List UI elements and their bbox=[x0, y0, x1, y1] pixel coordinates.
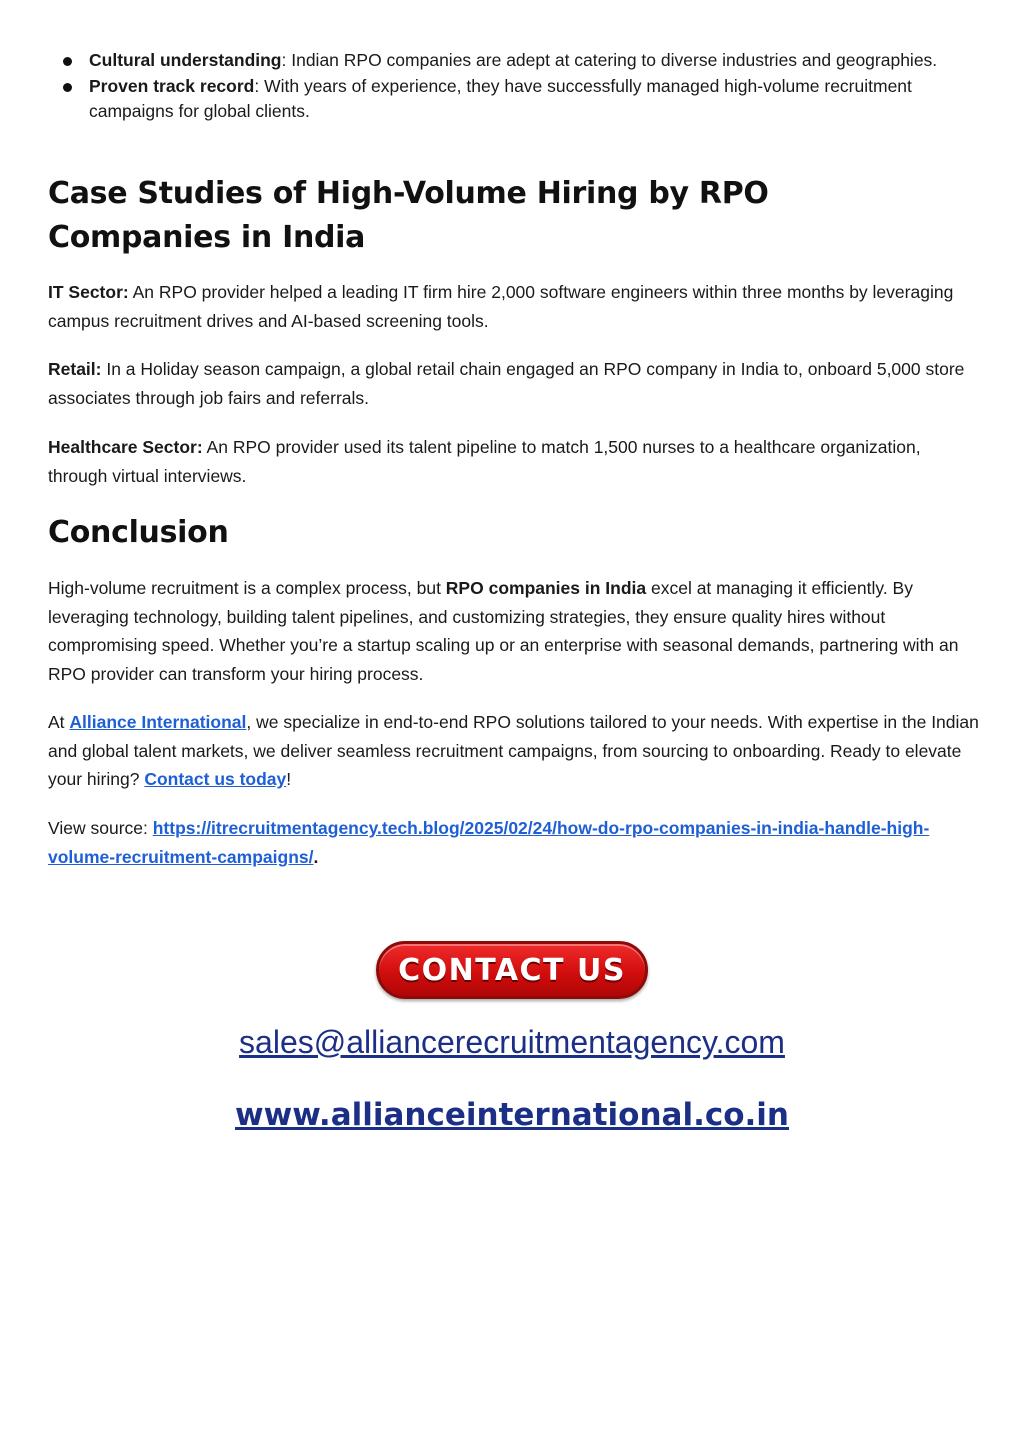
case-studies-heading: Case Studies of High-Volume Hiring by RPO Companies in India bbox=[48, 176, 769, 255]
view-source-label: View source: bbox=[48, 818, 153, 838]
bullet-dot-icon bbox=[63, 57, 72, 66]
bullet-text: : Indian RPO companies are adept at catering to diverse industries and geographies. bbox=[281, 50, 938, 70]
contact-us-button-label: CONTACT US bbox=[398, 952, 626, 988]
conclusion-text: , we specialize in end-to-end RPO solutions tailored to your needs. With expertise in the Indian and global talent markets, we deliver seamless recruitment campaigns, from sourcing to onboarding. Ready to elevate your hiring? bbox=[48, 712, 979, 789]
conclusion-paragraph-2 bbox=[48, 708, 980, 794]
bullet-label: Cultural understanding bbox=[89, 50, 282, 70]
bullet-text: : With years of experience, they have successfully managed high-volume recruitment campaigns for global clients. bbox=[89, 76, 912, 121]
case-study-healthcare bbox=[48, 433, 980, 490]
contact-us-today-link[interactable]: Contact us today bbox=[144, 769, 287, 789]
conclusion-paragraph-1 bbox=[48, 574, 980, 688]
conclusion-text: At bbox=[48, 712, 70, 732]
email-link[interactable]: sales@alliancerecruitmentagency.com bbox=[239, 1024, 785, 1060]
bullet-label: Proven track record bbox=[89, 76, 255, 96]
contact-us-button[interactable] bbox=[376, 941, 648, 999]
bullet-dot-icon bbox=[63, 83, 72, 92]
conclusion-text: ! bbox=[286, 769, 292, 789]
bullet-cultural-understanding bbox=[48, 48, 968, 73]
source-end-period: . bbox=[313, 846, 319, 867]
conclusion-heading: Conclusion bbox=[48, 515, 229, 550]
case-study-label: Healthcare Sector: bbox=[48, 437, 203, 457]
case-study-label: IT Sector: bbox=[48, 282, 129, 302]
bullet-proven-track-record bbox=[48, 74, 968, 124]
case-study-retail bbox=[48, 355, 980, 412]
case-study-it-sector bbox=[48, 278, 980, 335]
source-url-link[interactable]: https://itrecruitmentagency.tech.blog/2025/02/24/how-do-rpo-companies-in-india-handle-high-volume-recruitment-campaigns/ bbox=[48, 818, 930, 867]
conclusion-text: High-volume recruitment is a complex process, but bbox=[48, 578, 446, 598]
view-source-line bbox=[48, 814, 980, 871]
conclusion-text: excel at managing it efficiently. By leveraging technology, building talent pipelines, and customizing strategies, they ensure quality hires without compromising speed. Whether you’re a startup scaling up or an enterprise with seasonal demands, partnering with an RPO provider can transform your hiring process. bbox=[48, 578, 959, 684]
case-study-label: Retail: bbox=[48, 359, 102, 379]
advantages-list bbox=[48, 48, 968, 125]
case-study-text: In a Holiday season campaign, a global retail chain engaged an RPO company in India to, onboard 5,000 store associates through job fairs and referrals. bbox=[48, 359, 965, 408]
alliance-international-link[interactable]: Alliance International bbox=[69, 712, 247, 732]
case-study-text: An RPO provider helped a leading IT firm hire 2,000 software engineers within three months by leveraging campus recruitment drives and AI-based screening tools. bbox=[48, 282, 954, 331]
conclusion-bold-phrase: RPO companies in India bbox=[445, 578, 647, 598]
case-study-text: An RPO provider used its talent pipeline to match 1,500 nurses to a healthcare organization, through virtual interviews. bbox=[48, 437, 921, 486]
website-link[interactable]: www.allianceinternational.co.in bbox=[235, 1097, 789, 1133]
